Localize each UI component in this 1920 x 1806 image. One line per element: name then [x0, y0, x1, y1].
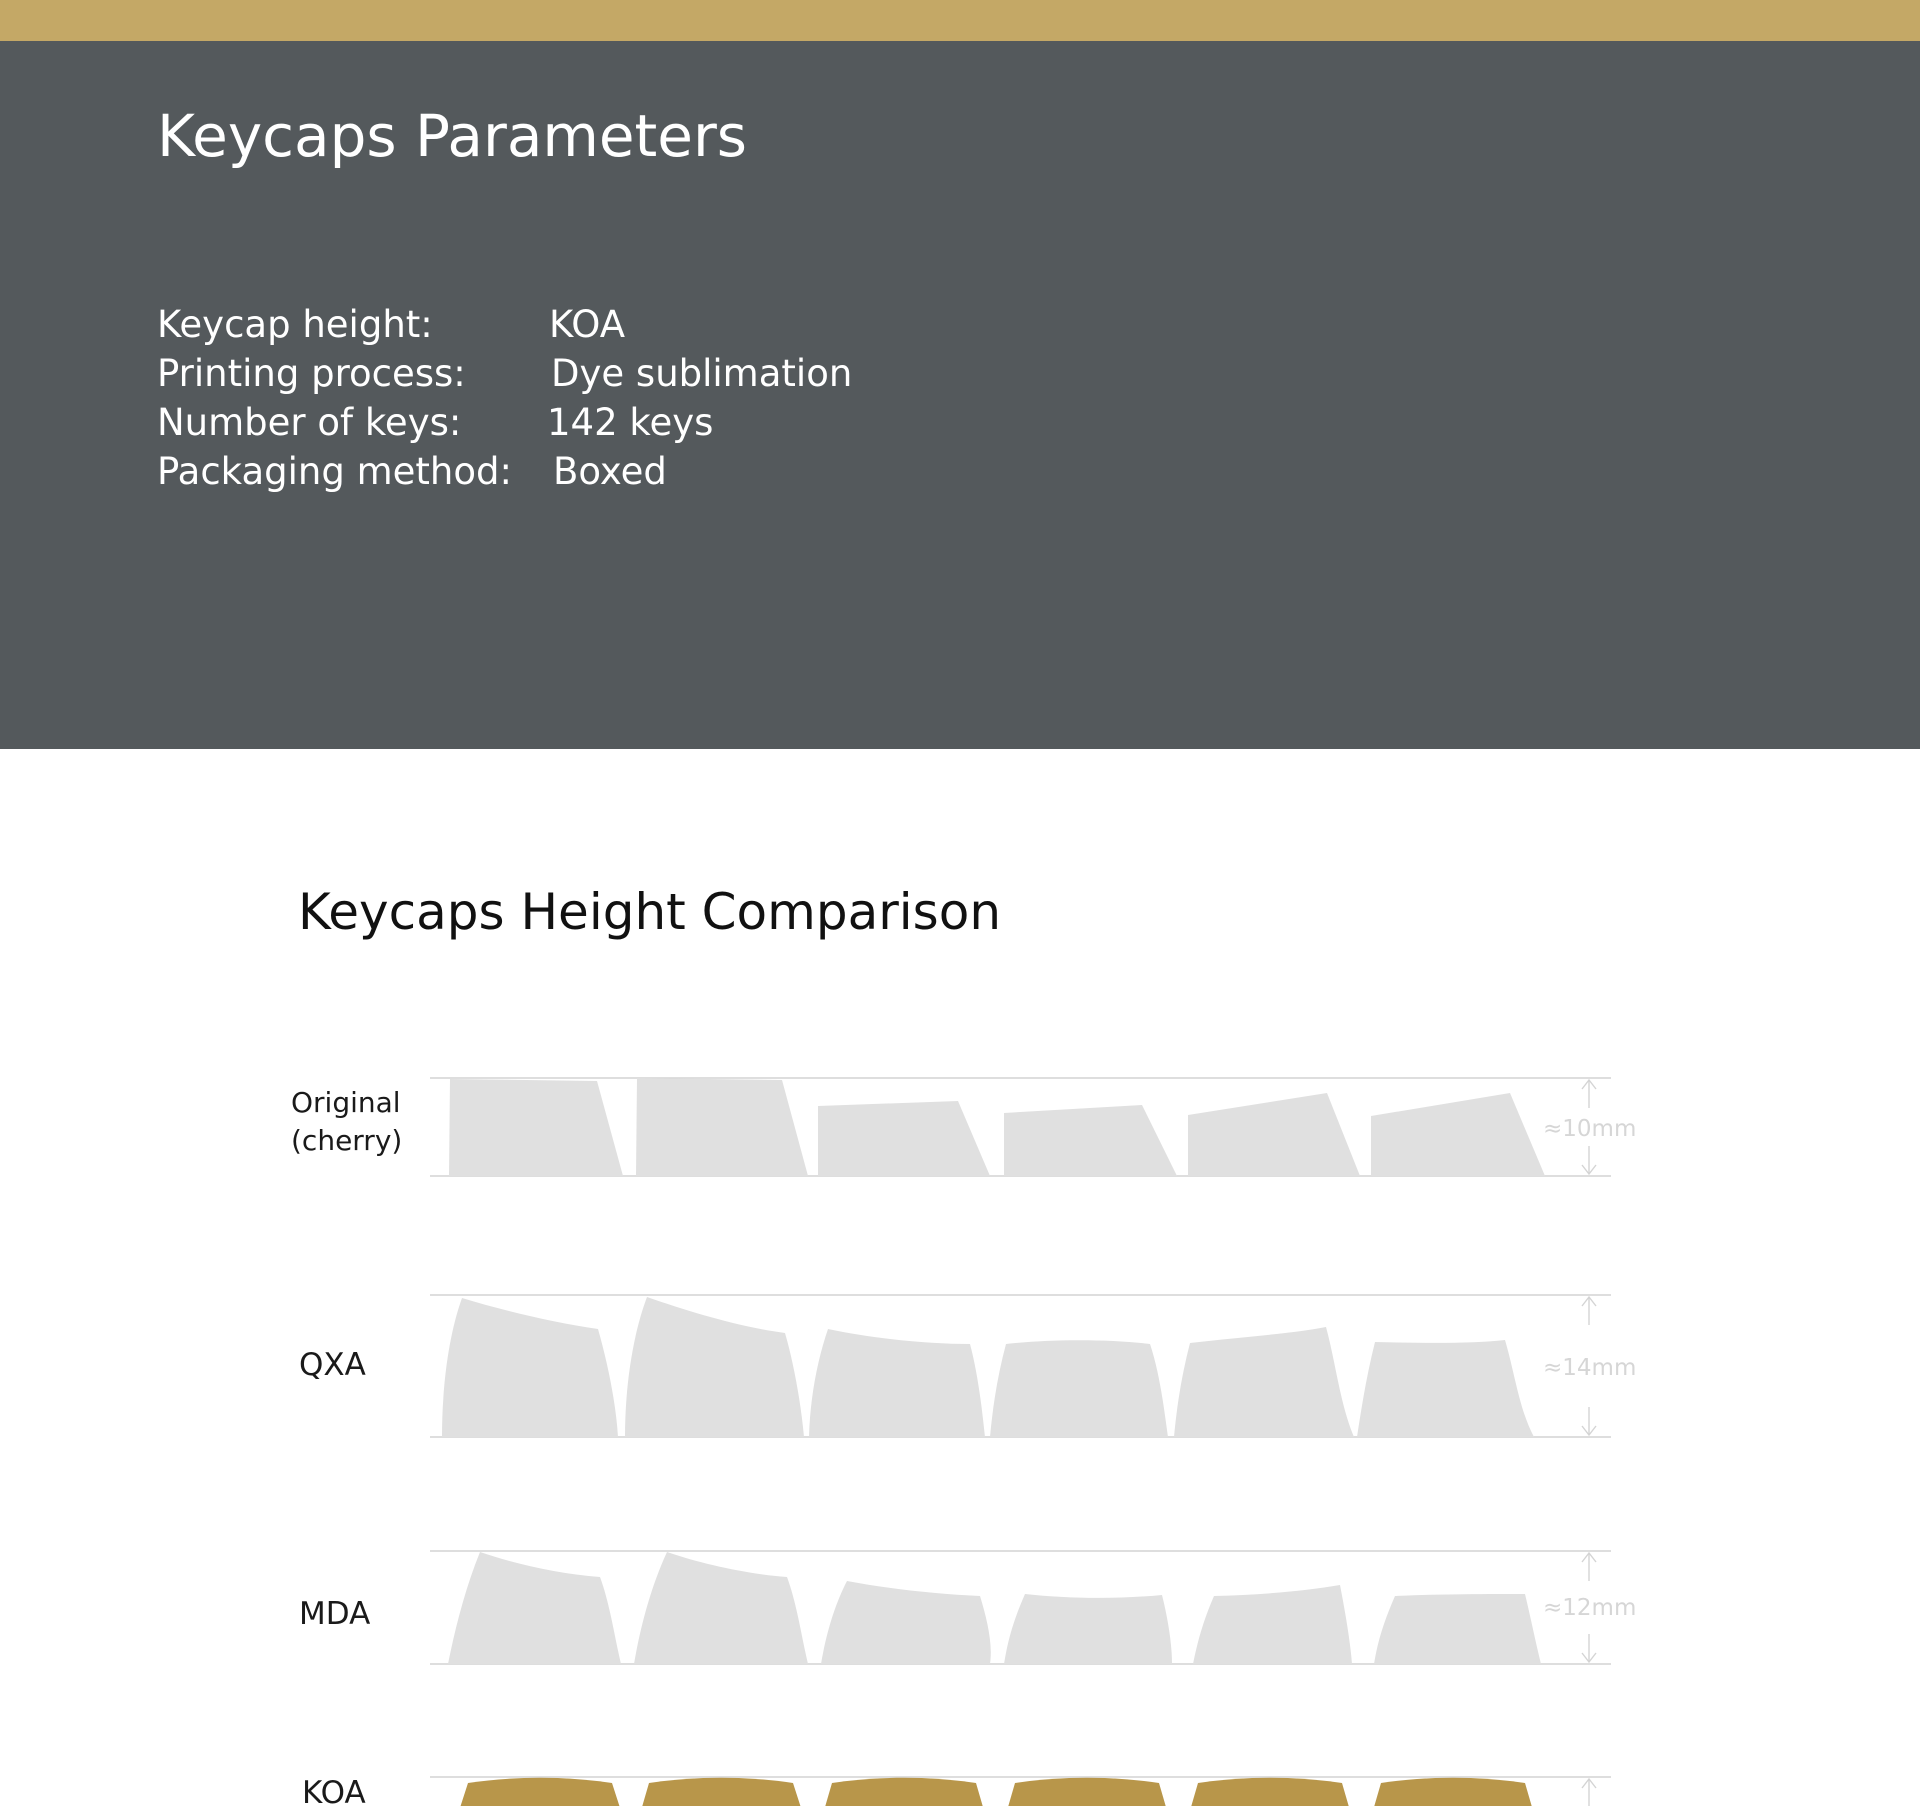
- keycap-shape: [442, 1298, 618, 1437]
- keycap-shape: [1374, 1594, 1541, 1664]
- param-row-printing-process: [157, 349, 957, 398]
- height-dimension-label: ≈10mm: [1543, 1116, 1637, 1142]
- parameters-title: Keycaps Parameters: [157, 102, 748, 170]
- keycap-shape: [1188, 1093, 1360, 1176]
- keycap-shape: [1357, 1340, 1534, 1437]
- keycap-shape: [625, 1297, 804, 1437]
- keycap-profile-chart: [0, 749, 1920, 1806]
- profile-label: KOA: [302, 1775, 366, 1806]
- param-row-keycap-height: [157, 300, 957, 349]
- keycap-shape: [1174, 1327, 1354, 1437]
- param-value: 142 keys: [547, 401, 714, 444]
- keycap-shape: [818, 1101, 990, 1176]
- param-label: Number of keys:: [157, 401, 462, 444]
- keycap-shape: [1006, 1778, 1168, 1806]
- param-label: Keycap height:: [157, 303, 433, 346]
- keycap-shape: [821, 1581, 991, 1664]
- param-value: Dye sublimation: [551, 352, 853, 395]
- keycap-shape: [1189, 1778, 1351, 1806]
- profile-sublabel: (cherry): [291, 1124, 403, 1157]
- keycap-shape: [823, 1778, 985, 1806]
- height-comparison-section: [0, 749, 1920, 1806]
- param-label: Packaging method:: [157, 450, 512, 493]
- keycap-shape: [1371, 1093, 1545, 1176]
- keycap-shape: [990, 1340, 1168, 1437]
- keycap-shape: [634, 1552, 808, 1664]
- keycap-shape: [640, 1778, 803, 1806]
- profile-label: MDA: [299, 1596, 371, 1632]
- keycap-shape: [1372, 1778, 1534, 1806]
- keycap-shape: [1193, 1585, 1352, 1664]
- top-accent-stripe: [0, 0, 1920, 41]
- param-label: Printing process:: [157, 352, 466, 395]
- param-value: Boxed: [553, 450, 667, 493]
- profile-label: QXA: [299, 1347, 366, 1383]
- keycap-shape: [1004, 1105, 1177, 1176]
- keycap-shape: [448, 1552, 621, 1664]
- keycap-shape: [636, 1078, 808, 1176]
- param-value: KOA: [549, 303, 626, 346]
- profile-label: Original: [291, 1086, 401, 1119]
- keycap-shape: [458, 1778, 622, 1806]
- height-dimension-label: ≈12mm: [1543, 1595, 1637, 1621]
- comparison-title: Keycaps Height Comparison: [298, 883, 1002, 941]
- param-row-packaging-method: [157, 447, 957, 496]
- keycap-shape: [449, 1079, 623, 1176]
- keycap-shape: [809, 1329, 985, 1437]
- param-row-number-of-keys: [157, 398, 957, 447]
- keycap-shape: [1004, 1594, 1172, 1664]
- height-dimension-label: ≈14mm: [1543, 1355, 1637, 1381]
